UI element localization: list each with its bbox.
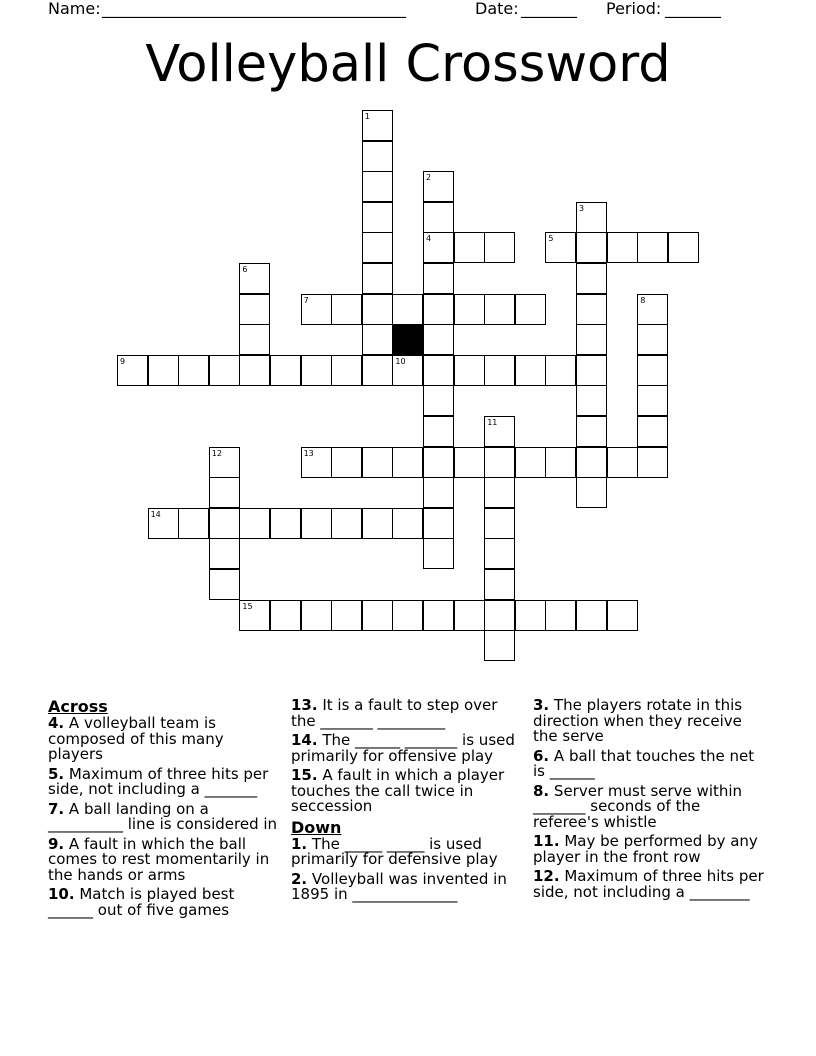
name-line[interactable]: ______________________________________	[102, 0, 406, 18]
crossword-cell[interactable]	[484, 294, 515, 325]
across-heading: Across	[48, 697, 108, 716]
crossword-cell[interactable]	[576, 263, 607, 294]
crossword-cell[interactable]	[607, 447, 638, 478]
crossword-cell[interactable]	[484, 355, 515, 386]
crossword-cell[interactable]	[423, 232, 454, 263]
crossword-cell[interactable]	[454, 355, 485, 386]
crossword-cell[interactable]	[423, 355, 454, 386]
clue-across-13: 13. It is a fault to step over the _______ _________	[291, 696, 498, 730]
crossword-cell[interactable]	[484, 630, 515, 661]
clue-number: 7	[303, 295, 309, 305]
crossword-cell[interactable]	[301, 355, 332, 386]
crossword-cell[interactable]	[454, 232, 485, 263]
clue-down-11: 11. May be performed by any player in the front row	[533, 832, 758, 866]
crossword-cell[interactable]	[362, 263, 393, 294]
clue-down-2: 2. Volleyball was invented in 1895 in ______________	[291, 869, 507, 903]
crossword-cell[interactable]	[301, 600, 332, 631]
crossword-cell[interactable]	[362, 508, 393, 539]
crossword-cell[interactable]	[331, 355, 362, 386]
crossword-cell[interactable]	[301, 294, 332, 325]
date-line[interactable]: _______	[521, 0, 577, 18]
crossword-cell[interactable]	[362, 600, 393, 631]
crossword-cell[interactable]	[515, 294, 546, 325]
crossword-cell[interactable]	[331, 294, 362, 325]
crossword-cell[interactable]	[423, 600, 454, 631]
crossword-cell[interactable]	[637, 324, 668, 355]
crossword-cell[interactable]	[545, 447, 576, 478]
crossword-cell[interactable]	[239, 294, 270, 325]
page-title: Volleyball Crossword	[145, 35, 671, 94]
crossword-cell[interactable]	[392, 600, 423, 631]
crossword-cell[interactable]	[270, 508, 301, 539]
clue-across-14: 14. The ______ _______ is used primarily for offensive play	[291, 731, 515, 765]
clue-number: 5	[548, 234, 554, 244]
crossword-cell[interactable]	[484, 477, 515, 508]
crossword-cell[interactable]	[362, 202, 393, 233]
clue-across-10: 10. Match is played best ______ out of five games	[48, 885, 235, 919]
crossword-cell[interactable]	[484, 508, 515, 539]
crossword-cell[interactable]	[148, 355, 179, 386]
crossword-cell[interactable]	[209, 477, 240, 508]
crossword-cell[interactable]	[545, 355, 576, 386]
clue-number: 9	[120, 356, 126, 366]
name-label: Name:	[48, 0, 101, 18]
clue-number: 6	[242, 265, 248, 274]
crossword-cell[interactable]	[239, 600, 270, 631]
crossword-cell[interactable]	[484, 538, 515, 569]
crossword-cell[interactable]	[209, 538, 240, 569]
crossword-cell[interactable]	[576, 202, 607, 233]
clue-across-15: 15. A fault in which a player touches the call twice in seccession	[291, 766, 505, 815]
clue-down-12: 12. Maximum of three hits per side, not including a ________	[533, 867, 764, 901]
black-cell	[392, 324, 423, 355]
crossword-cell[interactable]	[362, 447, 393, 478]
crossword-cell[interactable]	[331, 447, 362, 478]
crossword-cell[interactable]	[301, 447, 332, 478]
clue-number: 8	[640, 295, 646, 305]
clue-number: 13	[303, 448, 314, 458]
clues-column-2	[291, 698, 519, 907]
crossword-cell[interactable]	[545, 600, 576, 631]
crossword-cell[interactable]	[239, 324, 270, 355]
crossword-cell[interactable]	[545, 232, 576, 263]
crossword-cell[interactable]	[607, 232, 638, 263]
crossword-cell[interactable]	[515, 355, 546, 386]
crossword-cell[interactable]	[637, 294, 668, 325]
crossword-cell[interactable]	[301, 508, 332, 539]
crossword-cell[interactable]	[454, 294, 485, 325]
clue-across-4: 4. A volleyball team is composed of this many players	[48, 714, 224, 763]
crossword-cell[interactable]	[392, 447, 423, 478]
clue-across-5: 5. Maximum of three hits per side, not including a _______	[48, 764, 269, 798]
crossword-cell[interactable]	[423, 202, 454, 233]
crossword-cell[interactable]	[423, 385, 454, 416]
down-heading: Down	[291, 817, 342, 837]
period-line[interactable]: _______	[665, 0, 721, 18]
crossword-cell[interactable]	[178, 508, 209, 539]
clue-number: 3	[579, 203, 585, 213]
crossword-cell[interactable]	[484, 600, 515, 631]
crossword-cell[interactable]	[576, 600, 607, 631]
clue-number: 11	[487, 418, 498, 427]
crossword-cell[interactable]	[637, 232, 668, 263]
date-label: Date:	[475, 0, 519, 18]
crossword-cell[interactable]	[239, 508, 270, 539]
crossword-cell[interactable]	[576, 416, 607, 447]
crossword-cell[interactable]	[178, 355, 209, 386]
crossword-cell[interactable]	[576, 232, 607, 263]
crossword-cell[interactable]	[423, 447, 454, 478]
clue-down-8: 8. Server must serve within _______ seconds of the referee's whistle	[533, 781, 743, 831]
crossword-cell[interactable]	[423, 263, 454, 294]
crossword-cell[interactable]	[576, 477, 607, 508]
crossword-cell[interactable]	[515, 600, 546, 631]
crossword-cell[interactable]	[423, 294, 454, 325]
crossword-cell[interactable]	[576, 324, 607, 355]
clue-number: 10	[395, 356, 406, 366]
crossword-cell[interactable]	[239, 355, 270, 386]
clue-number: 1	[364, 112, 370, 121]
crossword-cell[interactable]	[576, 355, 607, 386]
clue-down-6: 6. A ball that touches the net is ______	[533, 746, 755, 780]
period-label: Period:	[606, 0, 662, 18]
clues-column-1	[48, 698, 280, 922]
crossword-cell[interactable]	[362, 171, 393, 202]
crossword-cell[interactable]	[484, 447, 515, 478]
crossword-cell[interactable]	[423, 324, 454, 355]
crossword-cell[interactable]	[484, 569, 515, 600]
crossword-cell[interactable]	[362, 141, 393, 172]
crossword-cell[interactable]	[637, 385, 668, 416]
crossword-cell[interactable]	[270, 600, 301, 631]
clue-down-3: 3. The players rotate in this direction when they receive the serve	[533, 696, 743, 745]
crossword-cell[interactable]	[209, 447, 240, 478]
crossword-cell[interactable]	[270, 355, 301, 386]
clue-across-7: 7. A ball landing on a __________ line is considered in	[48, 799, 278, 833]
clue-down-1: 1. The _____ _____ is used primarily for defensive play	[291, 834, 498, 868]
crossword-cell[interactable]	[423, 416, 454, 447]
crossword-cell[interactable]	[576, 447, 607, 478]
crossword-cell[interactable]	[484, 232, 515, 263]
crossword-cell[interactable]	[637, 447, 668, 478]
crossword-cell[interactable]	[454, 600, 485, 631]
crossword-cell[interactable]	[209, 508, 240, 539]
crossword-cell[interactable]	[423, 477, 454, 508]
crossword-cell[interactable]	[423, 508, 454, 539]
crossword-cell[interactable]	[209, 569, 240, 600]
crossword-cell[interactable]	[148, 508, 179, 539]
crossword-cell[interactable]	[331, 600, 362, 631]
crossword-cell[interactable]	[607, 600, 638, 631]
crossword-cell[interactable]	[362, 110, 393, 141]
clue-number: 2	[426, 173, 432, 183]
crossword-cell[interactable]	[576, 385, 607, 416]
crossword-cell[interactable]	[515, 447, 546, 478]
crossword-cell[interactable]	[362, 355, 393, 386]
clue-number: 4	[426, 234, 432, 244]
crossword-cell[interactable]	[117, 355, 148, 386]
crossword-cell[interactable]	[668, 232, 699, 263]
crossword-cell[interactable]	[392, 355, 423, 386]
crossword-cell[interactable]	[576, 294, 607, 325]
crossword-cell[interactable]	[392, 508, 423, 539]
crossword-cell[interactable]	[423, 538, 454, 569]
crossword-cell[interactable]	[423, 171, 454, 202]
clues-column-3	[533, 698, 769, 904]
crossword-cell[interactable]	[484, 416, 515, 447]
crossword-cell[interactable]	[637, 416, 668, 447]
clue-number: 12	[211, 448, 222, 458]
crossword-cell[interactable]	[209, 355, 240, 386]
clue-number: 14	[150, 509, 161, 519]
crossword-cell[interactable]	[362, 294, 393, 325]
crossword-cell[interactable]	[331, 508, 362, 539]
crossword-cell[interactable]	[392, 294, 423, 325]
crossword-cell[interactable]	[637, 355, 668, 386]
crossword-cell[interactable]	[362, 324, 393, 355]
crossword-cell[interactable]	[239, 263, 270, 294]
crossword-cell[interactable]	[454, 447, 485, 478]
crossword-cell[interactable]	[362, 232, 393, 263]
clue-number: 15	[242, 601, 253, 611]
clue-across-9: 9. A fault in which the ball comes to rest momentarily in the hands or arms	[48, 834, 270, 884]
